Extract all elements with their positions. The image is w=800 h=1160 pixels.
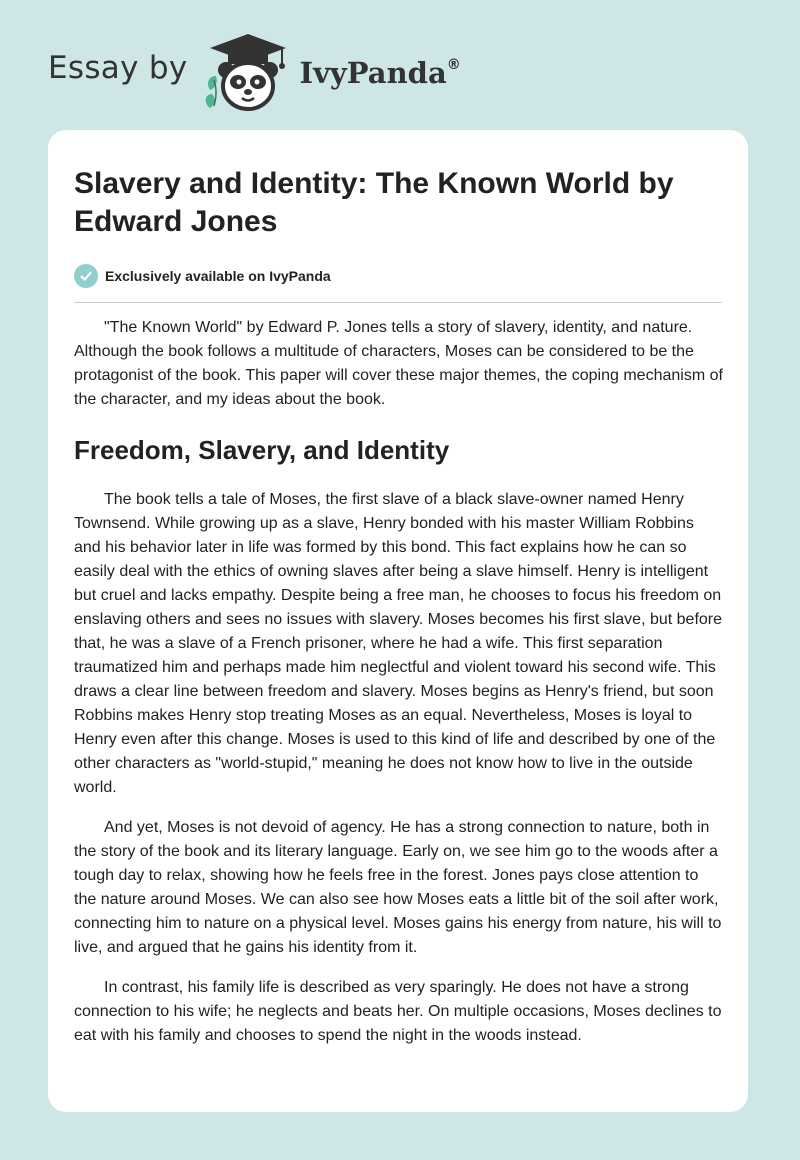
body-paragraph: And yet, Moses is not devoid of agency. He has a strong connection to nature, both in the story of the book and its literary language. Early on, we see him go to the woods after a tough day to relax, showing how he feels free in the forest. Jones pays close attention to the nature around Moses. We can also see how Moses eats a little bit of the soil after work, connecting him to nature on a physical level. Moses gains his energy from nature, his will to live, and argued that he gains his identity from it.	[74, 819, 722, 956]
ivy-leaf-icon	[205, 76, 216, 108]
intro-paragraph: "The Known World" by Edward P. Jones tells a story of slavery, identity, and nature. Although the book follows a multitude of characters, Moses can be considered to be the protagonist of the book. This paper will cover these major themes, the coping mechanism of the character, and my ideas about the book.	[74, 319, 723, 408]
registered-mark: ®	[446, 57, 461, 73]
article-body	[74, 316, 724, 1064]
essay-by-label: Essay by	[48, 50, 188, 86]
divider	[74, 302, 722, 303]
body-paragraph: In contrast, his family life is described as very sparingly. He does not have a strong connection to his wife; he neglects and beats her. On multiple occasions, Moses declines to eat with his family and chooses to spend the night in the woods instead.	[74, 979, 722, 1044]
section-heading: Freedom, Slavery, and Identity	[74, 435, 450, 465]
badge-text: Exclusively available on IvyPanda	[105, 268, 331, 284]
site-header	[48, 32, 461, 112]
exclusive-badge	[74, 264, 331, 288]
panda-logo-icon[interactable]	[202, 32, 294, 112]
page-title: Slavery and Identity: The Known World by Edward Jones	[74, 167, 674, 238]
body-paragraph: The book tells a tale of Moses, the first slave of a black slave-owner named Henry Townsend. While growing up as a slave, Henry bonded with his master William Robbins and his behavior later in life was formed by this bond. This fact explains how he can so easily deal with the ethics of owning slaves after being a slave himself. Henry is intelligent but cruel and lacks empathy. Despite being a free man, he chooses to focus his freedom on enslaving others and sees no issues with slavery. Moses becomes his first slave, but before that, he was a slave of a French prisoner, where he had a wife. This first separation traumatized him and perhaps made him neglectful and violent toward his second wife. This draws a clear line between freedom and slavery. Moses begins as Henry's friend, but soon Robbins makes Henry stop treating Moses as an equal. Nevertheless, Moses is loyal to Henry even after this change. Moses is used to this kind of life and described by one of the other characters as "world-stupid," meaning he does not know how to live in the outside world.	[74, 491, 723, 796]
brand-name[interactable]: IvyPanda®	[299, 56, 461, 90]
essay-card	[48, 130, 748, 1112]
check-icon	[74, 264, 98, 288]
